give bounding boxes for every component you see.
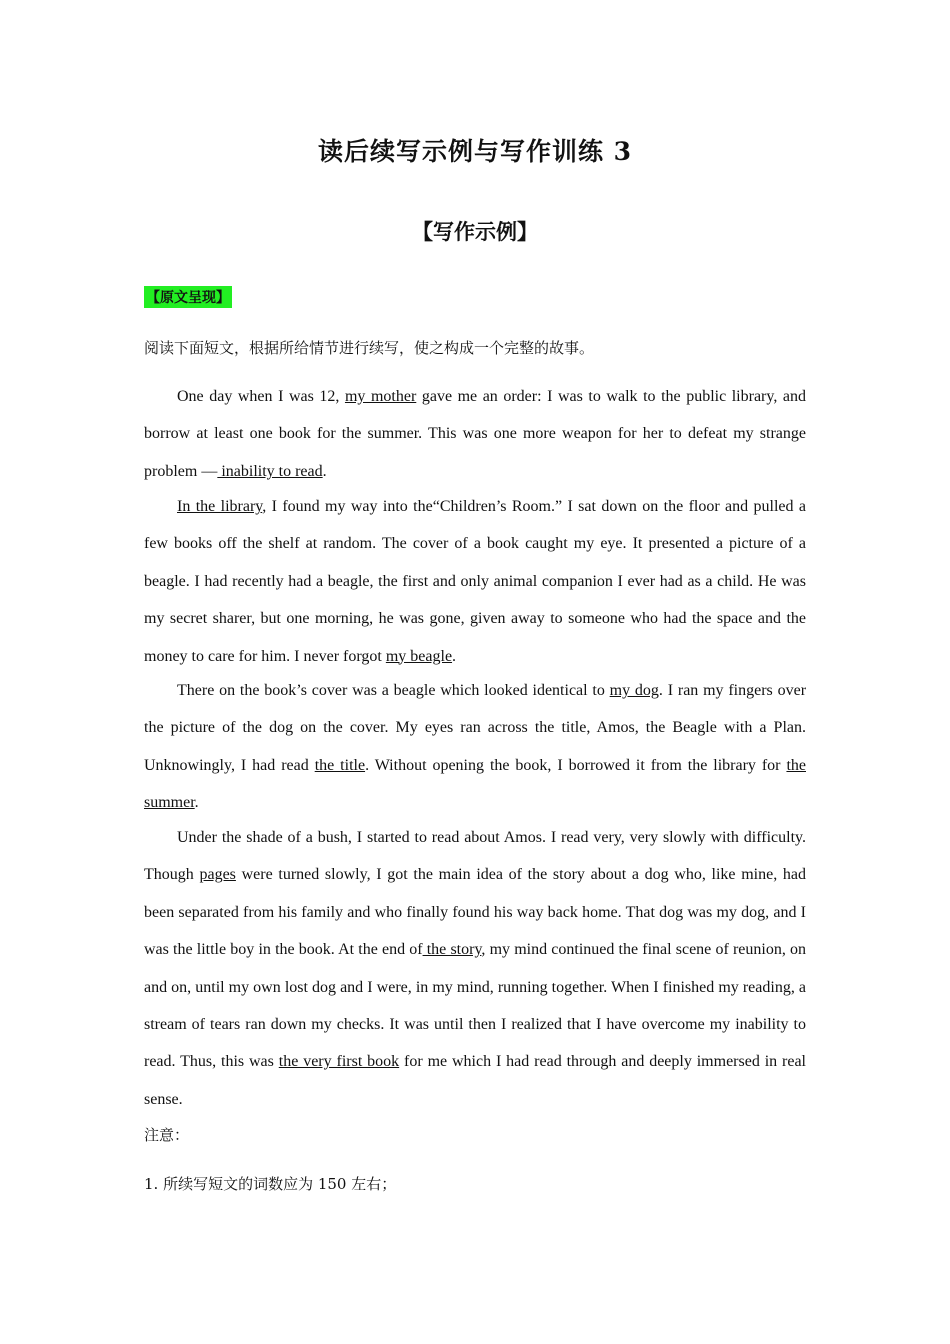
text-run: , my mind continued the final scene of reunion, on and on, until my own lost dog and I were, in my mind, running together. When I finished my reading, a stream of tears ran down my checks. It was until then I realized that I have overcome my inability to read. Thus, this was — [144, 941, 806, 1071]
note-item: 1. 所续写短文的词数应为 150 左右； — [144, 1175, 397, 1193]
story-paragraph — [144, 488, 806, 675]
story-paragraph — [144, 378, 806, 490]
document-title: 读后续写示例与写作训练 3 — [317, 137, 633, 166]
underlined-phrase: my mother — [344, 388, 417, 405]
underlined-phrase: the summer — [144, 756, 806, 812]
underlined-phrase: the story — [422, 941, 482, 959]
text-run: were turned slowly, I got the main idea of the story about a dog who, like mine, had been separated from his family and who finally found his way back home. That dog was my dog, and I was the little boy in the book. At the end of — [144, 866, 806, 959]
text-run: Under the shade of a bush, I started to read about Amos. I read very, very slowly with difficulty. Though — [144, 829, 806, 884]
section-heading: 【写作示例】 — [412, 219, 538, 244]
story-paragraph — [144, 672, 806, 822]
text-run: . I ran my fingers over the picture of the dog on the cover. My eyes ran across the title, Amos, the Beagle with a Plan. Unknowingly, I had read — [144, 682, 807, 774]
text-run: for me which I had read through and deeply immersed in real sense. — [144, 1053, 807, 1108]
text-run: There on the book’s cover was a beagle which looked identical to — [177, 682, 610, 699]
notice-label: 注意： — [144, 1126, 190, 1144]
underlined-phrase: pages — [199, 866, 236, 884]
text-run: gave me an order: I was to walk to the public library, and borrow at least one book for the summer. This was one more weapon for her to defeat my strange problem — — [144, 388, 806, 480]
original-text-tag: 【原文呈现】 — [144, 286, 232, 308]
text-run: . — [322, 462, 327, 480]
underlined-phrase: the title — [314, 756, 366, 774]
text-run: , I found my way into the“Children’s Room.” I sat down on the floor and pulled a few books off the shelf at random. The cover of a book caught my eye. It presented a picture of a beagle. I had recently had a beagle, the first and only animal companion I ever had as a child. He was my secret sharer, but one morning, he was gone, given away to someone who had the space and the money to care for him. I never forgot — [144, 498, 806, 665]
underlined-phrase: my beagle — [385, 647, 453, 665]
text-run: . — [452, 647, 457, 665]
story-paragraph — [144, 819, 806, 1118]
text-run: . — [194, 794, 199, 812]
underlined-phrase: inability to read — [217, 462, 323, 480]
task-instruction: 阅读下面短文，根据所给情节进行续写，使之构成一个完整的故事。 — [144, 339, 595, 357]
underlined-phrase: the very first book — [278, 1053, 400, 1071]
underlined-phrase: In the library — [177, 498, 263, 515]
underlined-phrase: my dog — [609, 682, 659, 699]
text-run: . Without opening the book, I borrowed it from the library for — [365, 756, 787, 774]
text-run: One day when I was 12, — [177, 388, 345, 405]
